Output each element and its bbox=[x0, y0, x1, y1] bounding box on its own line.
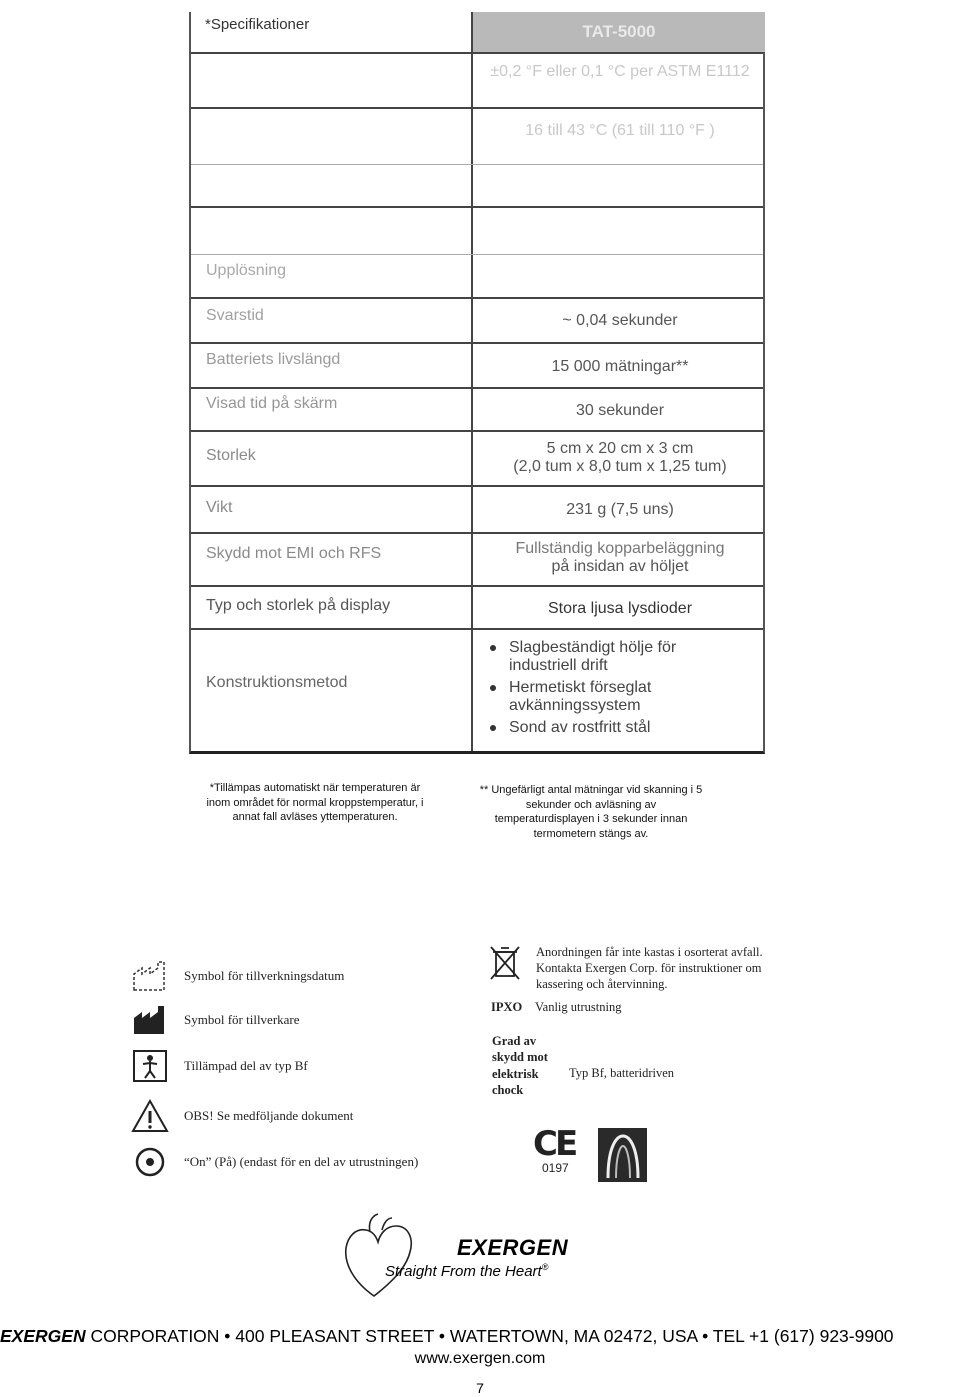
display-type-value: Stora ljusa lysdioder bbox=[547, 600, 693, 617]
display-type-label: Typ och storlek på display bbox=[206, 597, 391, 614]
spec-table bbox=[189, 12, 765, 754]
symbol-text: Tillämpad del av typ Bf bbox=[184, 1058, 308, 1073]
manufacture-date-icon bbox=[128, 958, 172, 994]
ipxo-label: IPXO bbox=[491, 1000, 523, 1014]
construction-list bbox=[487, 639, 729, 741]
column-divider bbox=[471, 12, 473, 751]
symbol-row bbox=[128, 958, 344, 994]
list-item: Hermetiskt förseglat avkänningssystem bbox=[487, 679, 709, 715]
symbol-text: Symbol för tillverkare bbox=[184, 1012, 300, 1027]
row-divider bbox=[191, 387, 763, 389]
battery-life-value: 15 000 mätningar** bbox=[551, 358, 689, 375]
accuracy-value: ±0,2 °F eller 0,1 °C per ASTM E1112 bbox=[490, 63, 750, 80]
row-divider bbox=[191, 52, 763, 54]
row-divider bbox=[191, 164, 763, 165]
response-time-value: ~ 0,04 sekunder bbox=[562, 312, 678, 329]
size-label: Storlek bbox=[206, 447, 256, 464]
footer-address bbox=[0, 1326, 960, 1347]
on-icon bbox=[128, 1144, 172, 1180]
emi-value-line1: Fullständig kopparbeläggning bbox=[515, 540, 725, 557]
row-divider bbox=[191, 107, 763, 109]
display-time-value: 30 sekunder bbox=[575, 402, 665, 419]
size-value-line1: 5 cm x 20 cm x 3 cm bbox=[546, 440, 694, 457]
row-divider bbox=[191, 628, 763, 630]
symbol-row bbox=[128, 1048, 308, 1084]
weight-label: Vikt bbox=[206, 499, 233, 516]
footer-url[interactable]: www.exergen.com bbox=[414, 1350, 546, 1367]
weight-value: 231 g (7,5 uns) bbox=[566, 501, 674, 518]
brand-name: EXERGEN bbox=[457, 1235, 569, 1260]
row-divider bbox=[191, 585, 763, 587]
manufacturer-icon bbox=[128, 1002, 172, 1038]
brand-tagline bbox=[385, 1262, 548, 1280]
emi-label: Skydd mot EMI och RFS bbox=[206, 545, 382, 562]
heart-logo-icon bbox=[340, 1212, 416, 1305]
page-number: 7 bbox=[476, 1380, 484, 1396]
warning-icon bbox=[128, 1098, 172, 1134]
tagline-text: Straight From the Heart bbox=[385, 1263, 542, 1280]
symbol-row bbox=[128, 1002, 300, 1038]
row-divider bbox=[191, 254, 763, 255]
row-divider bbox=[191, 532, 763, 534]
shock-text: Typ Bf, batteridriven bbox=[569, 1066, 674, 1080]
spec-heading: *Specifikationer bbox=[205, 16, 310, 33]
range-value: 16 till 43 °C (61 till 110 °F ) bbox=[525, 122, 715, 139]
row-divider bbox=[191, 297, 763, 299]
ce-mark-icon: CE bbox=[533, 1124, 576, 1164]
footer-address-text: CORPORATION • 400 PLEASANT STREET • WATERTOWN, MA 02472, USA • TEL +1 (617) 923-9900 bbox=[85, 1326, 894, 1346]
row-divider bbox=[191, 342, 763, 344]
footer-company: EXERGEN bbox=[0, 1326, 86, 1346]
footnote-right: ** Ungefärligt antal mätningar vid skanning i 5 sekunder och avläsning av temperaturdisplayen i 3 sekunder innan termometern stängs av. bbox=[479, 784, 703, 840]
symbol-text: OBS! Se medföljande dokument bbox=[184, 1108, 354, 1123]
battery-life-label: Batteriets livslängd bbox=[206, 351, 341, 368]
size-value-line2: (2,0 tum x 8,0 tum x 1,25 tum) bbox=[513, 458, 727, 475]
ipxo-text: Vanlig utrustning bbox=[535, 1000, 622, 1014]
symbol-text: Symbol för tillverkningsdatum bbox=[184, 968, 345, 983]
shock-label: Grad av skydd mot elektrisk chock bbox=[492, 1034, 548, 1097]
list-item: Sond av rostfritt stål bbox=[487, 719, 729, 737]
list-item: Slagbeständigt hölje för industriell drift bbox=[487, 639, 729, 675]
display-time-label: Visad tid på skärm bbox=[206, 395, 338, 412]
symbols-legend bbox=[118, 938, 828, 1183]
row-divider bbox=[191, 485, 763, 487]
emi-value-line2: på insidan av höljet bbox=[551, 558, 689, 575]
row-divider bbox=[191, 430, 763, 432]
weee-text: Anordningen får inte kastas i osorterat avfall. Kontakta Exergen Corp. för instruktioner om kassering och återvinning. bbox=[536, 945, 763, 991]
spec-model-header: TAT-5000 bbox=[473, 12, 765, 52]
weee-bin-icon bbox=[488, 944, 522, 987]
footnote-left: *Tillämpas automatiskt när temperaturen är inom området för normal kroppstemperatur, i annat fall avläses yttemperaturen. bbox=[206, 782, 424, 823]
symbol-text: “On” (På) (endast för en del av utrustningen) bbox=[184, 1154, 419, 1169]
symbol-row bbox=[128, 1144, 418, 1180]
resolution-label: Upplösning bbox=[206, 262, 287, 279]
response-time-label: Svarstid bbox=[206, 307, 264, 324]
type-bf-icon bbox=[128, 1048, 172, 1084]
registered-mark: ® bbox=[541, 1262, 549, 1272]
symbol-row bbox=[128, 1098, 353, 1134]
certification-logo bbox=[598, 1128, 647, 1182]
row-divider bbox=[191, 206, 763, 208]
ce-number: 0197 bbox=[542, 1161, 569, 1175]
construction-label: Konstruktionsmetod bbox=[206, 674, 348, 691]
